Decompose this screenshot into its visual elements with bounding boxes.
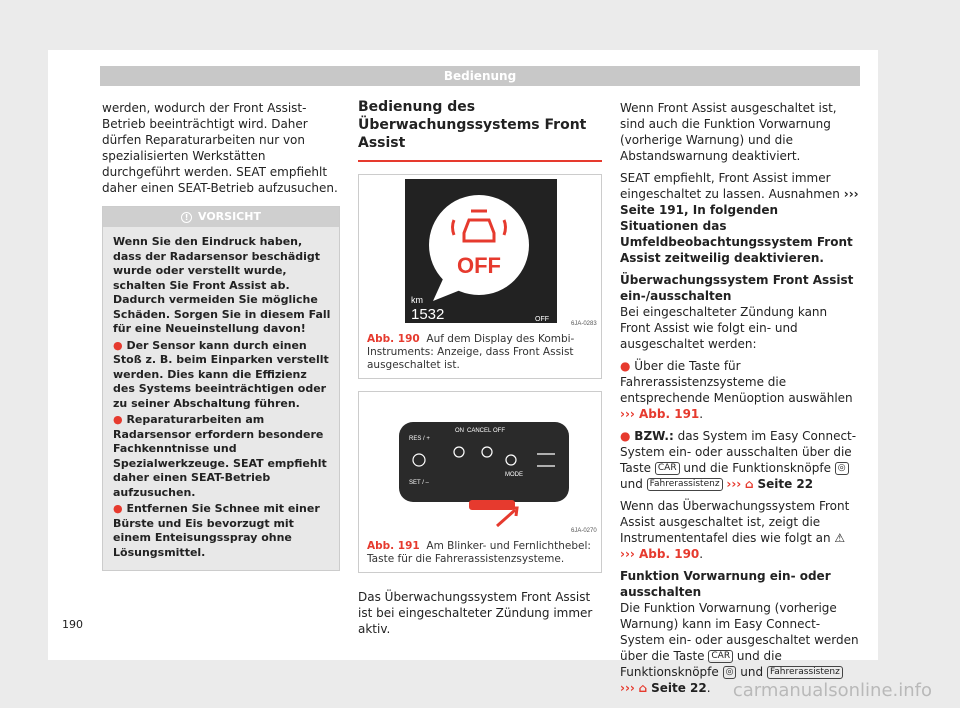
p4: Wenn das Überwachungssystem Front Assist ausgeschaltet ist, zeigt die Instrumententafel dies wie folgt an ⚠ ››› Abb. 190. — [620, 499, 850, 561]
p1: Wenn Front Assist ausgeschaltet ist, sind auch die Funktion Vorwarnung (vorherige Warnung) und die Abstandswarnung deaktiviert. — [620, 101, 837, 163]
lever-image — [359, 392, 603, 534]
book-icon: ⌂ — [638, 681, 648, 695]
km-value: 1532 — [411, 306, 445, 323]
warning-icon: ! — [181, 212, 192, 223]
display-off-text: OFF — [457, 253, 501, 278]
figure-caption: Abb. 190 Auf dem Display des Kombi-Instruments: Anzeige, dass Front Assist ausgeschaltet ist. — [367, 333, 575, 371]
column-3 — [620, 100, 860, 702]
svg-text:OFF: OFF — [493, 428, 505, 434]
figure-191 — [358, 391, 602, 573]
small-off: OFF — [535, 316, 549, 323]
section-title: Bedienung des Überwachungssystems Front Assist — [358, 98, 602, 162]
column-2 — [358, 98, 602, 643]
p5: Die Funktion Vorwarnung (vorherige Warnung) kann im Easy Connect-System ein- oder ausgeschaltet werden über die Taste CAR und die Funktionsknöpfe ◎ und Fahrerassistenz ››› ⌂ Seite 22. — [620, 601, 859, 695]
figure-190 — [358, 174, 602, 379]
svg-text:SET / –: SET / – — [409, 480, 429, 486]
car-key: CAR — [655, 462, 680, 475]
caution-label: VORSICHT — [198, 210, 261, 223]
svg-text:RES / +: RES / + — [409, 436, 430, 442]
front-assist-icon: ⚠ — [834, 531, 846, 545]
header-title: Bedienung — [443, 69, 517, 83]
subheading-prewarning: Funktion Vorwarnung ein- oder ausschalten — [620, 569, 831, 599]
caution-item: ● Entfernen Sie Schnee mit einer Bürste und Eis bevorzugt mit einem Enteisungsspray ohne Lösungsmittel. — [113, 502, 320, 559]
caution-item: ● Reparaturarbeiten am Radarsensor erfordern besondere Fachkenntnisse und Spezialwerkzeuge. SEAT empfiehlt daher einen SEAT-Betrieb aufzusuchen. — [113, 413, 327, 499]
caution-header — [103, 207, 339, 227]
dashboard-display-image — [359, 175, 603, 327]
caution-item: ● Der Sensor kann durch einen Stoß z. B. beim Einparken verstellt werden. Dies kann die Effizienz des Systems beeinträchtigen oder zu seiner Abschaltung führen. — [113, 338, 329, 410]
header-bar — [100, 66, 860, 86]
caution-body — [103, 227, 339, 570]
always-active-text: Das Überwachungssystem Front Assist ist bei eingeschalteter Zündung immer aktiv. — [358, 590, 593, 636]
fig-code: 6JA-0283 — [571, 321, 597, 327]
function-knob-icon: ◎ — [835, 462, 849, 475]
column-1 — [102, 100, 338, 571]
caution-box — [102, 206, 340, 571]
p3: Bei eingeschalteter Zündung kann Front Assist wie folgt ein- und ausgeschaltet werden: — [620, 305, 828, 351]
intro-text: werden, wodurch der Front Assist-Betrieb beeinträchtigt wird. Daher dürfen Reparaturarbeiten nur von spezialisierten Werkstätten durchgeführt werden. SEAT empfiehlt daher einen SEAT-Betrieb aufzusuchen. — [102, 101, 338, 195]
svg-text:CANCEL: CANCEL — [467, 428, 492, 434]
bullet-2: ● BZW.: das System im Easy Connect-System ein- oder ausschalten über die Taste CAR und die Funktionsknöpfe ◎ und Fahrerassistenz ››› ⌂ Seite 22 — [620, 429, 857, 491]
fahrerassistenz-key: Fahrerassistenz — [647, 478, 723, 491]
km-label: km — [411, 295, 423, 305]
figure-caption: Abb. 191 Am Blinker- und Fernlichthebel: Taste für die Fahrerassistenzsysteme. — [367, 540, 591, 565]
book-icon: ⌂ — [745, 477, 754, 491]
bullet-1: ● Über die Taste für Fahrerassistenzsysteme die entsprechende Menüoption auswählen ››› Abb. 191. — [620, 359, 853, 421]
subheading-on-off: Überwachungssystem Front Assist ein-/ausschalten — [620, 273, 854, 303]
caution-item: Wenn Sie den Eindruck haben, dass der Radarsensor beschädigt wurde oder verstellt wurde, schalten Sie Front Assist ab. Dadurch vermeiden Sie mögliche Schäden. Sorgen Sie in diesem Fall für eine Neueinstellung davon! — [113, 235, 331, 335]
function-knob-icon: ◎ — [723, 666, 737, 679]
page-number: 190 — [62, 618, 83, 631]
p2: SEAT empfiehlt, Front Assist immer eingeschaltet zu lassen. Ausnahmen ››› Seite 191, In folgenden Situationen das Umfeldbeobachtungssystem Front Assist zeitweilig deaktivieren. — [620, 171, 859, 265]
svg-text:MODE: MODE — [505, 472, 523, 478]
svg-text:ON: ON — [455, 428, 464, 434]
watermark: carmanualsonline.info — [732, 680, 932, 701]
svg-text:6JA-0270: 6JA-0270 — [571, 528, 597, 534]
